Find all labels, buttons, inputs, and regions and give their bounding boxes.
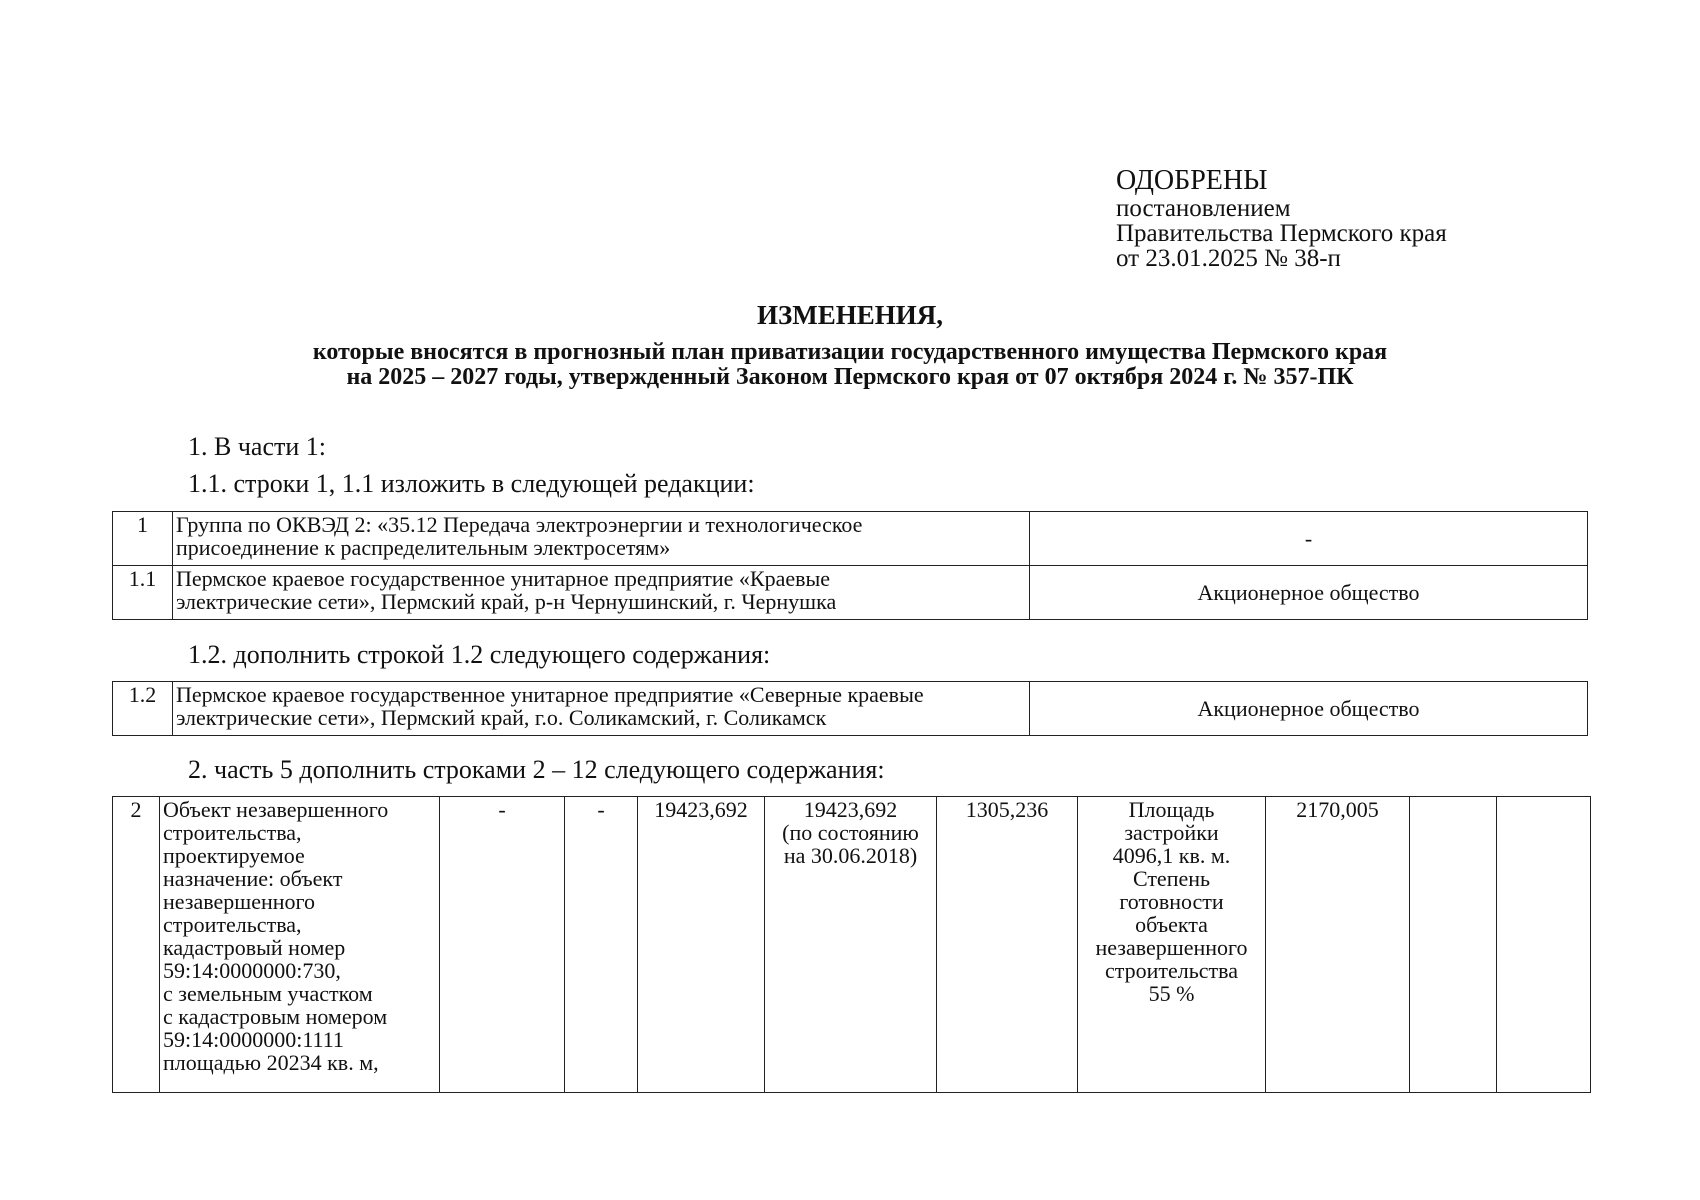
- row-description: [173, 566, 1030, 620]
- cell-col11: [1497, 797, 1591, 1093]
- description-line-1: Пермское краевое государственное унитарное предприятие «Краевые: [176, 566, 831, 591]
- table-rows-1-1-1: [112, 511, 1588, 620]
- col8-line: 55 %: [1148, 981, 1195, 1006]
- table-row-1-2: [112, 681, 1588, 736]
- description-line: проектируемое: [163, 843, 305, 868]
- paragraph-part-1: 1. В части 1:: [188, 432, 326, 461]
- approval-stamp: [1116, 166, 1447, 271]
- col8-line: незавершенного: [1095, 935, 1248, 960]
- col8-line: строительства: [1104, 958, 1239, 983]
- cell-col4: -: [565, 797, 638, 1093]
- description-line: незавершенного: [163, 889, 316, 914]
- paragraph-1-2: 1.2. дополнить строкой 1.2 следующего содержания:: [188, 640, 771, 669]
- approval-line-4: от 23.01.2025 № 38-п: [1116, 245, 1341, 272]
- row-description: [173, 682, 1030, 736]
- col8-line: Площадь: [1128, 797, 1215, 822]
- subtitle-line-1: которые вносятся в прогнозный план приватизации государственного имущества Пермского края: [312, 339, 1388, 365]
- description-line-1: Группа по ОКВЭД 2: «35.12 Передача электроэнергии и технологическое: [176, 512, 863, 537]
- col8-line: Степень: [1132, 866, 1211, 891]
- paragraph-1-1: 1.1. строки 1, 1.1 изложить в следующей редакции:: [188, 469, 755, 498]
- description-line-1: Пермское краевое государственное унитарное предприятие «Северные краевые: [176, 682, 924, 707]
- col8-line: 4096,1 кв. м.: [1112, 843, 1231, 868]
- cell-col3: -: [440, 797, 565, 1093]
- description-line-2: электрические сети», Пермский край, г.о. Соликамский, г. Соликамск: [176, 705, 827, 730]
- description-line: строительства,: [163, 912, 302, 937]
- paragraph-2: 2. часть 5 дополнить строками 2 – 12 следующего содержания:: [188, 755, 885, 784]
- description-line: Объект незавершенного: [163, 797, 389, 822]
- cell-col9: 2170,005: [1266, 797, 1410, 1093]
- col6-line: (по состоянию: [782, 820, 919, 845]
- row-number: 1.2: [113, 682, 173, 736]
- description-line: с кадастровым номером: [163, 1004, 388, 1029]
- table-row: [113, 512, 1588, 566]
- description-line: площадью 20234 кв. м,: [163, 1050, 379, 1075]
- row-description: [160, 797, 440, 1093]
- cell-col5: 19423,692: [638, 797, 765, 1093]
- col6-line: 19423,692: [803, 797, 898, 822]
- row-number: 1: [113, 512, 173, 566]
- cell-col6: [765, 797, 937, 1093]
- row-number: 2: [113, 797, 160, 1093]
- subtitle-line-2: на 2025 – 2027 годы, утвержденный Законом Пермского края от 07 октября 2024 г. № 357-ПК: [346, 364, 1354, 390]
- description-line: 59:14:0000000:730,: [163, 958, 341, 983]
- table-row: [113, 682, 1588, 736]
- table-part-5: [112, 796, 1591, 1093]
- table-row: [113, 797, 1591, 1093]
- col8-line: застройки: [1124, 820, 1219, 845]
- description-line: кадастровый номер: [163, 935, 346, 960]
- row-number: 1.1: [113, 566, 173, 620]
- description-line-2: электрические сети», Пермский край, р-н Чернушинский, г. Чернушка: [176, 589, 837, 614]
- cell-col10: [1410, 797, 1497, 1093]
- description-line: строительства,: [163, 820, 302, 845]
- table-row: [113, 566, 1588, 620]
- cell-col7: 1305,236: [937, 797, 1078, 1093]
- cell-col8: [1078, 797, 1266, 1093]
- col8-line: готовности: [1119, 889, 1224, 914]
- approval-line-2: постановлением: [1116, 195, 1291, 222]
- row-value: Акционерное общество: [1030, 682, 1588, 736]
- row-description: [173, 512, 1030, 566]
- approval-line-1: ОДОБРЕНЫ: [1116, 165, 1268, 196]
- approval-line-3: Правительства Пермского края: [1116, 220, 1447, 247]
- description-line-2: присоединение к распределительным электросетям»: [176, 535, 671, 560]
- description-line: с земельным участком: [163, 981, 373, 1006]
- description-line: 59:14:0000000:1111: [163, 1027, 344, 1052]
- document-subtitle: [150, 340, 1550, 390]
- document-title: ИЗМЕНЕНИЯ,: [756, 300, 943, 330]
- col8-line: объекта: [1135, 912, 1208, 937]
- description-line: назначение: объект: [163, 866, 343, 891]
- col6-line: на 30.06.2018): [783, 843, 918, 868]
- row-value: -: [1030, 512, 1588, 566]
- row-value: Акционерное общество: [1030, 566, 1588, 620]
